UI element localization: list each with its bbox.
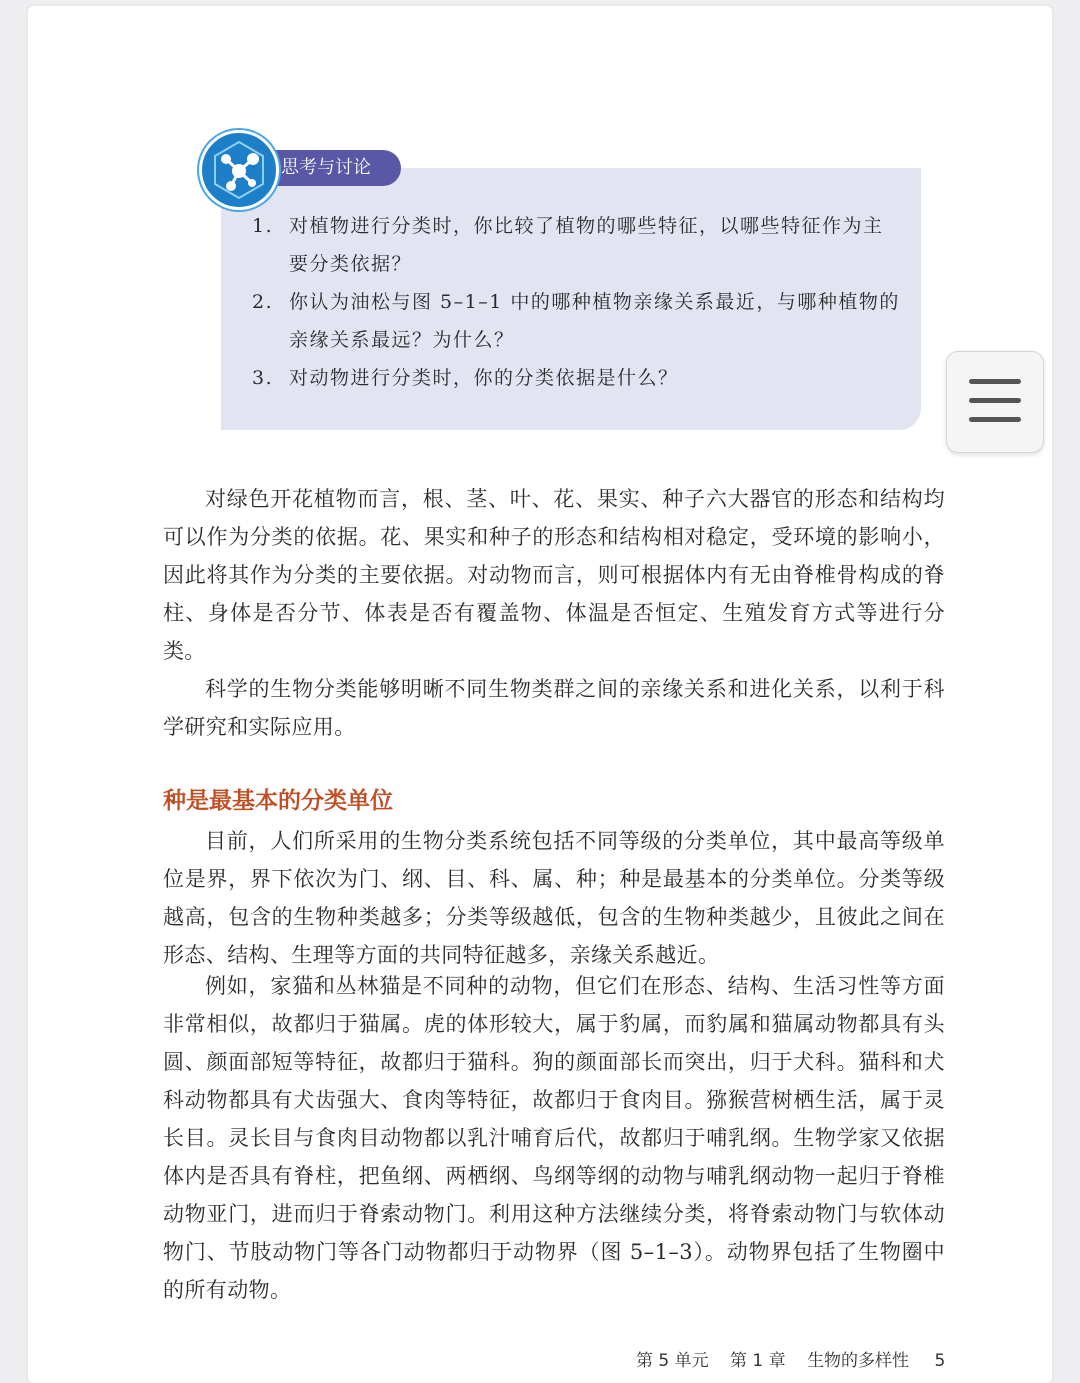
menu-button[interactable] [946,351,1044,453]
footer-title: 生物的多样性 [807,1351,910,1371]
question-text: 你认为油松与图 5–1–1 中的哪种植物亲缘关系最近，与哪种植物的亲缘关系最远？为什么？ [289,291,900,351]
question-number: 3. [252,367,274,389]
body-paragraph: 对绿色开花植物而言，根、茎、叶、花、果实、种子六大器官的形态和结构均可以作为分类的依据。花、果实和种子的形态和结构相对稳定，受环境的影响小，因此将其作为分类的主要依据。对动物而言，则可根据体内有无由脊椎骨构成的脊柱、身体是否分节、体表是否有覆盖物、体温是否恒定、生殖发育方式等进行分类。 [163,487,945,663]
question-text: 对动物进行分类时，你的分类依据是什么？ [289,367,679,389]
page-number: 5 [934,1351,946,1371]
body-paragraph: 例如，家猫和丛林猫是不同种的动物，但它们在形态、结构、生活习性等方面非常相似，故都归于猫属。虎的体形较大，属于豹属，而豹属和猫属动物都具有头圆、颜面部短等特征，故都归于猫科。狗的颜面部长而突出，归于犬科。猫科和犬科动物都具有犬齿强大、食肉等特征，故都归于食肉目。猕猴营树栖生活，属于灵长目。灵长目与食肉目动物都以乳汁哺育后代，故都归于哺乳纲。生物学家又依据体内是否具有脊柱，把鱼纲、两栖纲、鸟纲等纲的动物与哺乳纲动物一起归于脊椎动物亚门，进而归于脊索动物门。利用这种方法继续分类，将脊索动物门与软体动物门、节肢动物门等各门动物都归于动物界（图 5–1–3）。动物界包括了生物圈中的所有动物。 [163,974,945,1302]
question-text: 对植物进行分类时，你比较了植物的哪些特征，以哪些特征作为主要分类依据？ [289,215,884,275]
discussion-question [252,283,902,359]
footer-chapter: 第 1 章 [730,1351,786,1371]
section-heading: 种是最基本的分类单位 [163,788,393,814]
body-paragraph: 目前，人们所采用的生物分类系统包括不同等级的分类单位，其中最高等级单位是界，界下依次为门、纲、目、科、属、种；种是最基本的分类单位。分类等级越高，包含的生物种类越多；分类等级越低，包含的生物种类越少，且彼此之间在形态、结构、生理等方面的共同特征越多，亲缘关系越近。 [163,829,945,967]
question-number: 2. [252,291,274,313]
footer-unit: 第 5 单元 [636,1351,709,1371]
page-footer [636,1346,956,1371]
molecule-icon [199,130,279,210]
discussion-question [252,207,902,283]
discussion-label: 思考与讨论 [255,150,401,186]
body-paragraph: 科学的生物分类能够明晰不同生物类群之间的亲缘关系和进化关系，以利于科学研究和实际应用。 [163,677,945,739]
question-number: 1. [252,215,274,237]
discussion-question [252,359,902,397]
